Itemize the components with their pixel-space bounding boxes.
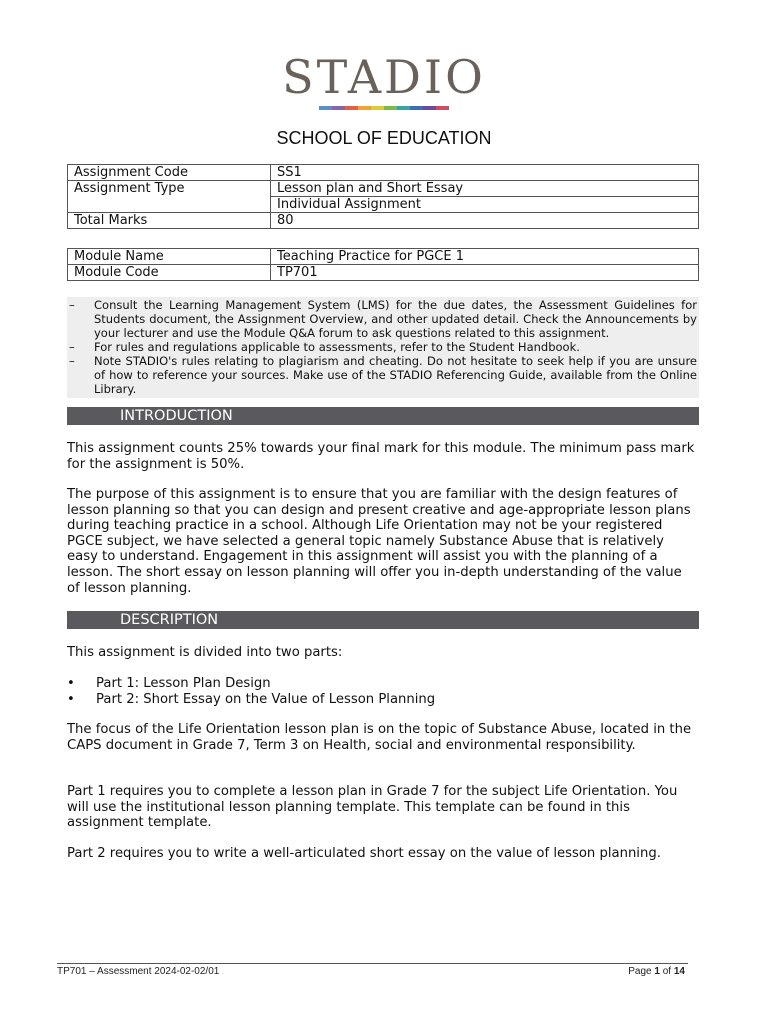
logo-wordmark: STADIO (282, 50, 486, 104)
description-heading-bar (67, 611, 699, 629)
stadio-logo (0, 52, 768, 110)
table-row (68, 165, 699, 181)
note-dash: – (69, 298, 75, 312)
parts-list (67, 676, 697, 707)
note-text: For rules and regulations applicable to assessments, refer to the Student Handbook. (94, 340, 580, 354)
bullet-text: Part 1: Lesson Plan Design (96, 676, 271, 691)
table-row (68, 213, 699, 229)
list-item (67, 692, 697, 708)
page-current: 1 (654, 966, 660, 977)
assignment-type-value-2: Individual Assignment (271, 197, 699, 213)
description-intro: This assignment is divided into two parts: (67, 645, 343, 660)
footer-doc-id: TP701 – Assessment 2024-02-02/01 (57, 966, 220, 977)
module-name-label: Module Name (68, 249, 271, 265)
assignment-info-table (67, 164, 699, 229)
footer-divider (57, 963, 688, 964)
focus-paragraph: The focus of the Life Orientation lesson plan is on the topic of Substance Abuse, located in the CAPS document in Grade 7, Term 3 on Health, social and environmental responsibility. (67, 722, 692, 753)
total-marks-value: 80 (271, 213, 699, 229)
logo-stripe-segment (436, 106, 449, 110)
logo-stripe-segment (345, 106, 358, 110)
assignment-type-value-1: Lesson plan and Short Essay (271, 181, 699, 197)
intro-paragraph-1: This assignment counts 25% towards your final mark for this module. The minimum pass mark for the assignment is 50%. (67, 441, 695, 472)
intro-paragraph-2: The purpose of this assignment is to ensure that you are familiar with the design features of lesson planning so that you can design and present creative and age-appropriate lesson plans during teaching practice in a school. Although Life Orientation may not be your registered PGCE subject, we have selected a general topic namely Substance Abuse that is relatively easy to understand. Engagement in this assignment will assist you with the planning of a lesson. The short essay on lesson planning will offer you in-depth understanding of the value of lesson planning. (67, 487, 691, 596)
of-label: of (662, 966, 672, 977)
note-text: Note STADIO's rules relating to plagiarism and cheating. Do not hesitate to seek help if you are unsure of how to reference your sources. Make use of the STADIO Referencing Guide, available from the Online Library. (94, 354, 697, 396)
logo-stripe-segment (384, 106, 397, 110)
total-marks-label: Total Marks (68, 213, 271, 229)
footer-page-number (628, 966, 685, 977)
assessment-notes (67, 297, 699, 398)
introduction-heading: INTRODUCTION (120, 408, 233, 424)
assignment-type-label: Assignment Type (68, 181, 271, 213)
list-item (67, 298, 699, 340)
note-text: Consult the Learning Management System (LMS) for the due dates, the Assessment Guidelines for Students document, the Assignment Overview, and other updated detail. Check the Announcements by your lecturer and use the Module Q&A forum to ask questions related to this assignment. (94, 298, 697, 340)
page-label: Page (628, 966, 652, 977)
bullet: • (67, 691, 75, 707)
module-name-value: Teaching Practice for PGCE 1 (271, 249, 699, 265)
description-heading: DESCRIPTION (120, 612, 219, 628)
logo-stripe-segment (423, 106, 436, 110)
logo-stripe-segment (397, 106, 410, 110)
part1-paragraph: Part 1 requires you to complete a lesson plan in Grade 7 for the subject Life Orientation. You will use the institutional lesson planning template. This template can be found in this assignment template. (67, 784, 678, 831)
table-row (68, 265, 699, 281)
logo-stripe-segment (371, 106, 384, 110)
page-total: 14 (673, 966, 685, 977)
note-dash: – (69, 354, 75, 368)
note-dash: – (69, 340, 75, 354)
logo-stripe-segment (332, 106, 345, 110)
module-info-table (67, 248, 699, 281)
module-code-label: Module Code (68, 265, 271, 281)
table-row (68, 181, 699, 197)
assignment-code-value: SS1 (271, 165, 699, 181)
logo-stripe-segment (319, 106, 332, 110)
list-item (67, 676, 697, 692)
list-item (67, 340, 699, 354)
logo-color-stripe (0, 106, 768, 110)
logo-stripe-segment (358, 106, 371, 110)
bullet-text: Part 2: Short Essay on the Value of Lesson Planning (96, 691, 436, 707)
table-row (68, 249, 699, 265)
list-item (67, 354, 699, 396)
part2-paragraph: Part 2 requires you to write a well-articulated short essay on the value of lesson planning. (67, 846, 661, 861)
school-title: SCHOOL OF EDUCATION (276, 128, 492, 148)
assignment-code-label: Assignment Code (68, 165, 271, 181)
module-code-value: TP701 (271, 265, 699, 281)
introduction-heading-bar (67, 407, 699, 425)
logo-stripe-segment (410, 106, 423, 110)
bullet: • (67, 676, 75, 691)
